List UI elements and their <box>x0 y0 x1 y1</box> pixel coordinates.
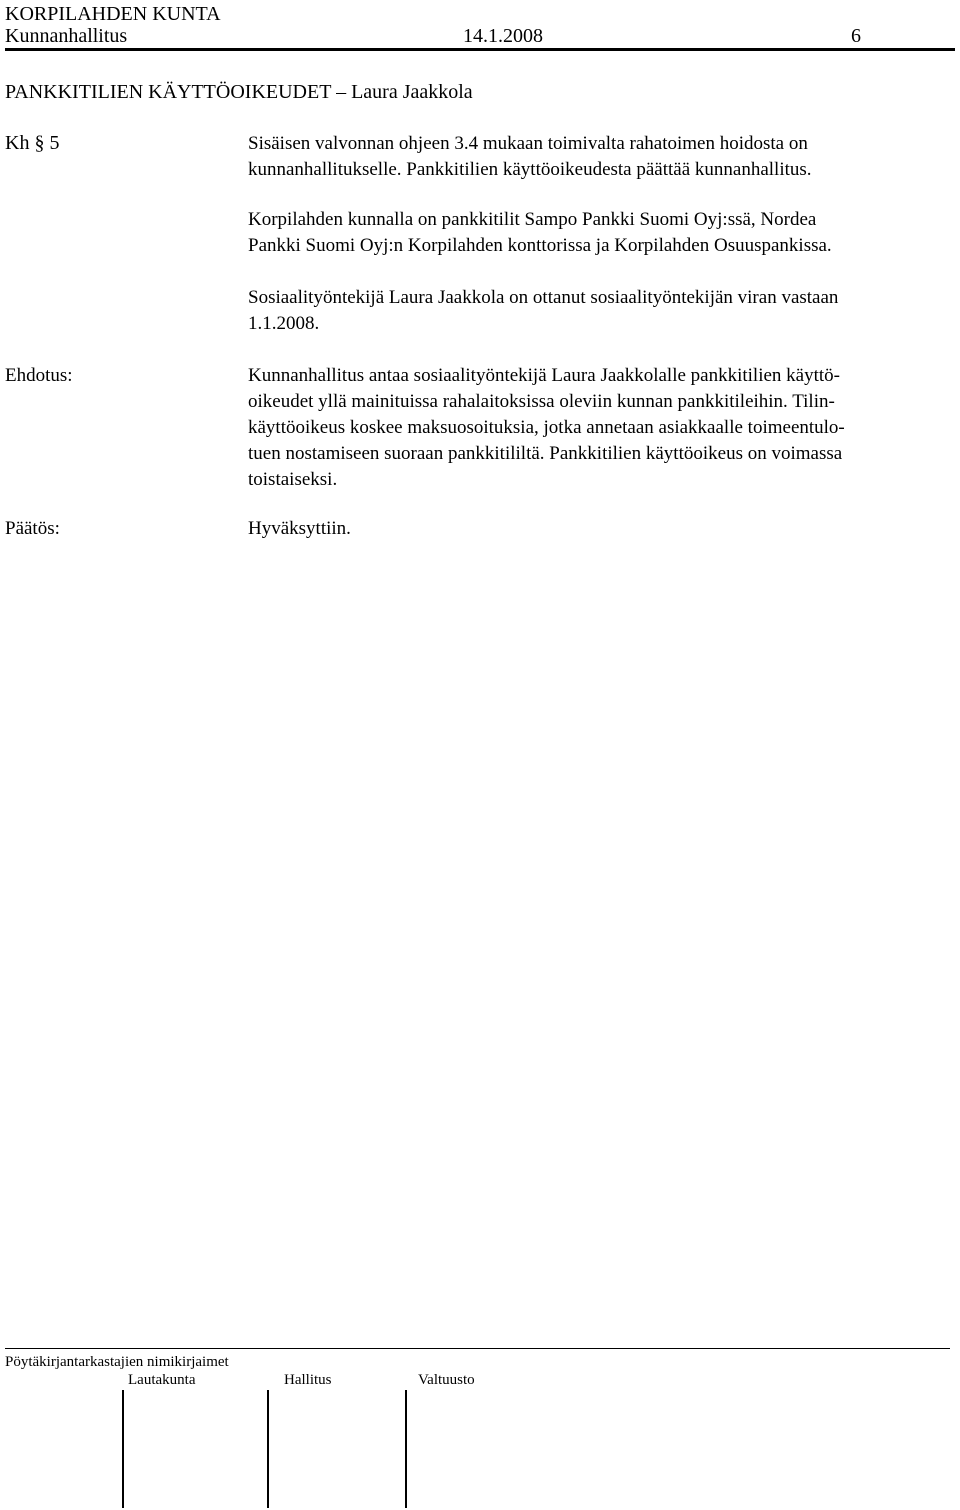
org-name: KORPILAHDEN KUNTA <box>5 3 221 25</box>
body-name: Kunnanhallitus <box>5 25 128 47</box>
footer-column-hallitus: Hallitus <box>284 1372 332 1388</box>
proposal-line: toistaiseksi. <box>248 469 338 490</box>
footer-rule <box>5 1348 950 1349</box>
footer-column-valtuusto: Valtuusto <box>418 1372 475 1388</box>
page-number: 6 <box>851 25 861 47</box>
signature-divider <box>122 1390 124 1508</box>
proposal-line: Kunnanhallitus antaa sosiaalityöntekijä Laura Jaakkolalle pankkitilien käyttö- <box>248 365 840 386</box>
decision-text: Hyväksyttiin. <box>248 518 351 539</box>
footer-column-lautakunta: Lautakunta <box>128 1372 196 1388</box>
paragraph-line: Sisäisen valvonnan ohjeen 3.4 mukaan toimivalta rahatoimen hoidosta on <box>248 133 808 154</box>
paragraph-2 <box>248 207 948 259</box>
meeting-date: 14.1.2008 <box>463 25 543 47</box>
paragraph-3 <box>248 285 948 337</box>
paragraph-line: Korpilahden kunnalla on pankkitilit Sampo Pankki Suomi Oyj:ssä, Nordea <box>248 209 817 230</box>
proposal-text <box>248 363 948 493</box>
signature-divider <box>267 1390 269 1508</box>
header-rule <box>5 48 955 51</box>
paragraph-line: Pankki Suomi Oyj:n Korpilahden konttorissa ja Korpilahden Osuuspankissa. <box>248 235 832 256</box>
signature-divider <box>405 1390 407 1508</box>
proposal-line: tuen nostamiseen suoraan pankkitililtä. Pankkitilien käyttöoikeus on voimassa <box>248 443 843 464</box>
paragraph-line: 1.1.2008. <box>248 313 320 334</box>
paragraph-line: kunnanhallitukselle. Pankkitilien käyttöoikeudesta päättää kunnanhallitus. <box>248 159 812 180</box>
signatures-label: Pöytäkirjantarkastajien nimikirjaimet <box>5 1354 229 1370</box>
paragraph-1 <box>248 131 948 183</box>
paragraph-line: Sosiaalityöntekijä Laura Jaakkola on ottanut sosiaalityöntekijän viran vastaan <box>248 287 839 308</box>
proposal-line: käyttöoikeus koskee maksuosoituksia, jotka annetaan asiakkaalle toimeentulo- <box>248 417 845 438</box>
proposal-label: Ehdotus: <box>5 365 73 386</box>
proposal-line: oikeudet yllä mainituissa rahalaitoksissa oleviin kunnan pankkitileihin. Tilin- <box>248 391 835 412</box>
decision-label: Päätös: <box>5 518 60 539</box>
section-label: Kh § 5 <box>5 132 60 154</box>
document-title: PANKKITILIEN KÄYTTÖOIKEUDET – Laura Jaakkola <box>5 81 473 103</box>
